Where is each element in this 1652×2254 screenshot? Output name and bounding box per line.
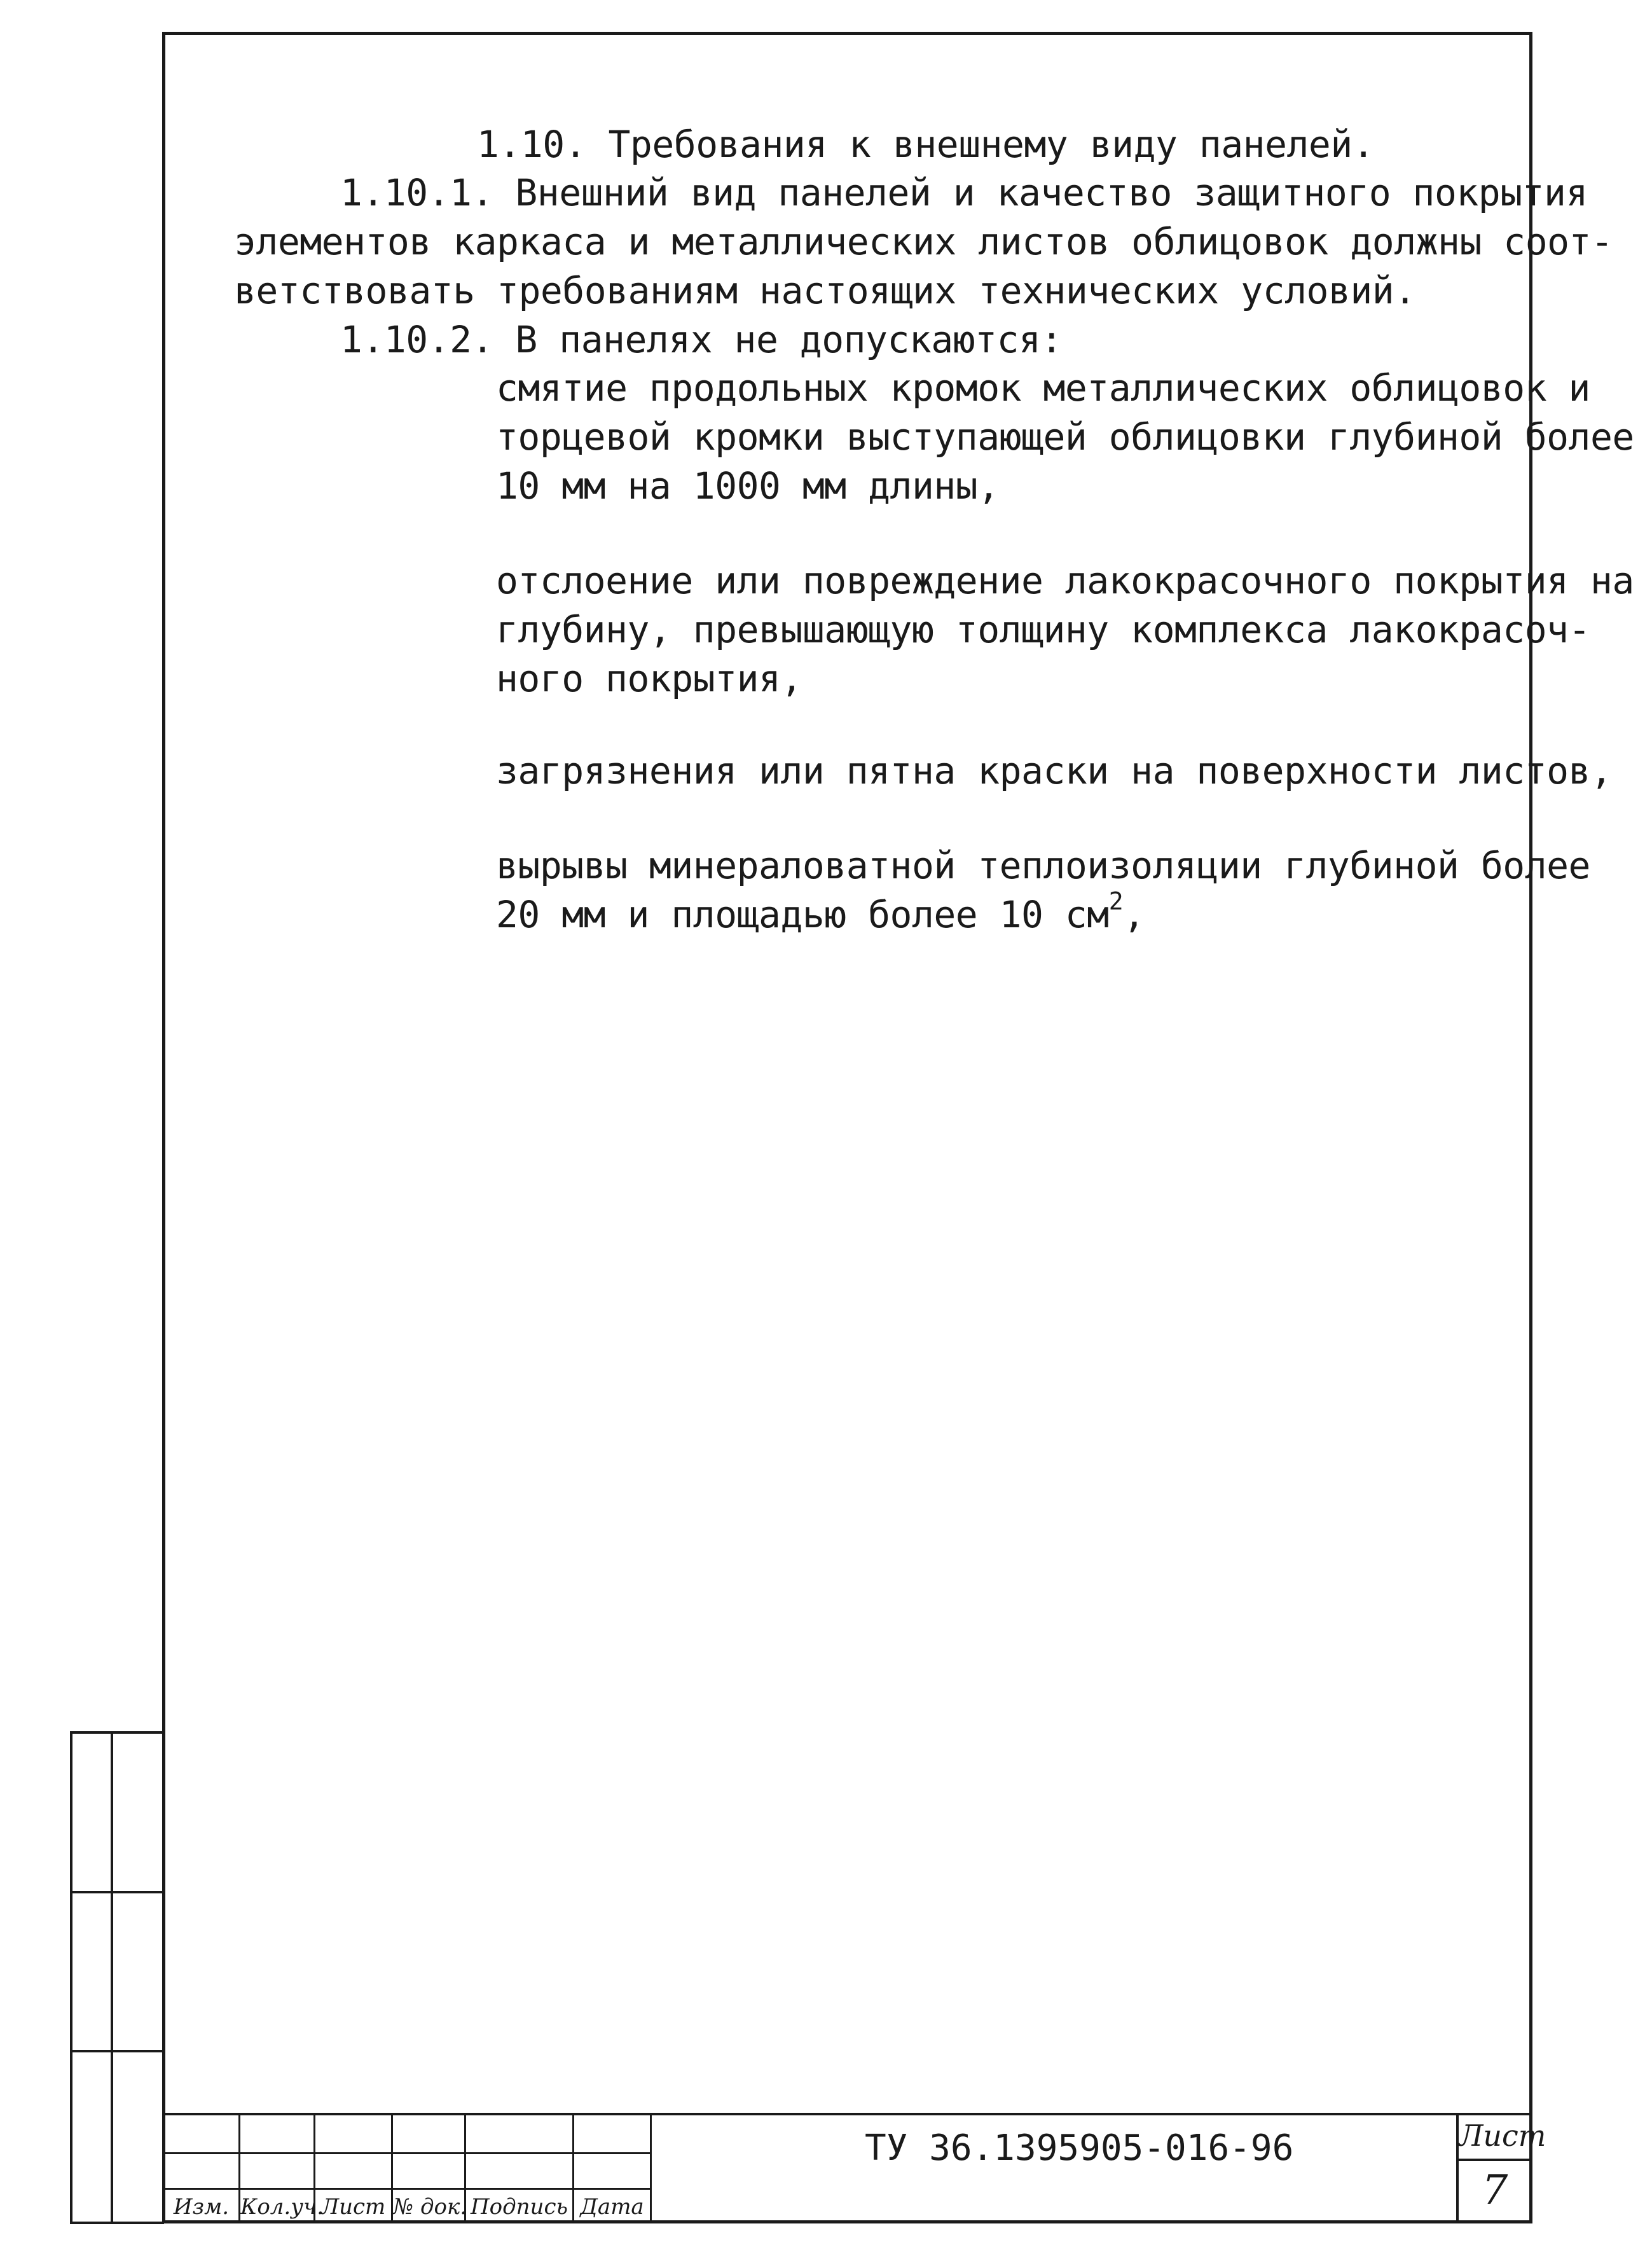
title-block-column	[466, 2115, 574, 2222]
header-izm: Изм.	[173, 2194, 230, 2220]
header-kol-uch: Кол.уч.	[240, 2194, 324, 2220]
list-item-4-line-1: вырывы минераловатной теплоизоляции глубиной более	[496, 844, 1590, 887]
binding-strip	[70, 1731, 164, 2224]
title-block-column	[315, 2115, 393, 2222]
section-heading: 1.10. Требования к внешнему виду панелей.	[477, 123, 1375, 166]
list-item-1-line-2: торцевой кромки выступающей облицовки глубиной более	[496, 415, 1634, 459]
sheet-box-divider	[1459, 2159, 1531, 2161]
header-signature: Подпись	[470, 2194, 568, 2220]
sheet-number: 7	[1482, 2167, 1508, 2214]
paragraph-1-line-2: элементов каркаса и металлических листов облицовок должны соот-	[234, 220, 1613, 263]
list-item-2-line-1: отслоение или повреждение лакокрасочного покрытия на	[496, 559, 1634, 602]
strip-vertical-divider	[111, 1734, 113, 2222]
list-item-4-line-2	[496, 887, 1145, 937]
header-date: Дата	[580, 2194, 644, 2220]
list-item-3-line-1: загрязнения или пятна краски на поверхности листов,	[496, 749, 1613, 792]
title-block-column	[574, 2115, 652, 2222]
paragraph-1-line-3: ветствовать требованиям настоящих технических условий.	[234, 269, 1416, 312]
sheet-number-box	[1456, 2113, 1546, 2222]
list-item-4-tail: ,	[1123, 893, 1145, 936]
paragraph-2-intro: 1.10.2. В панелях не допускаются:	[340, 318, 1063, 361]
sheet-label: Лист	[1459, 2119, 1546, 2153]
title-block-column	[393, 2115, 466, 2222]
header-list: Лист	[320, 2194, 386, 2220]
list-item-1-line-3: 10 мм на 1000 мм длины,	[496, 464, 1000, 508]
document-code: ТУ 36.1395905-016-96	[865, 2127, 1294, 2169]
list-item-1-line-1: смятие продольных кромок металлических облицовок и	[496, 366, 1590, 410]
strip-divider	[72, 2050, 164, 2052]
superscript-2: 2	[1108, 887, 1124, 915]
paragraph-1-line-1: 1.10.1. Внешний вид панелей и качество защитного покрытия	[340, 171, 1588, 214]
list-item-4-line-2-text: 20 мм и площадью более 10 см	[496, 893, 1109, 936]
header-doc-number: № док.	[393, 2194, 467, 2220]
title-block	[164, 2113, 1546, 2222]
strip-divider	[72, 1891, 164, 1893]
list-item-2-line-3: ного покрытия,	[496, 657, 802, 700]
title-block-column	[164, 2115, 240, 2222]
list-item-2-line-2: глубину, превышающую толщину комплекса лакокрасоч-	[496, 608, 1590, 651]
title-block-column	[240, 2115, 324, 2222]
